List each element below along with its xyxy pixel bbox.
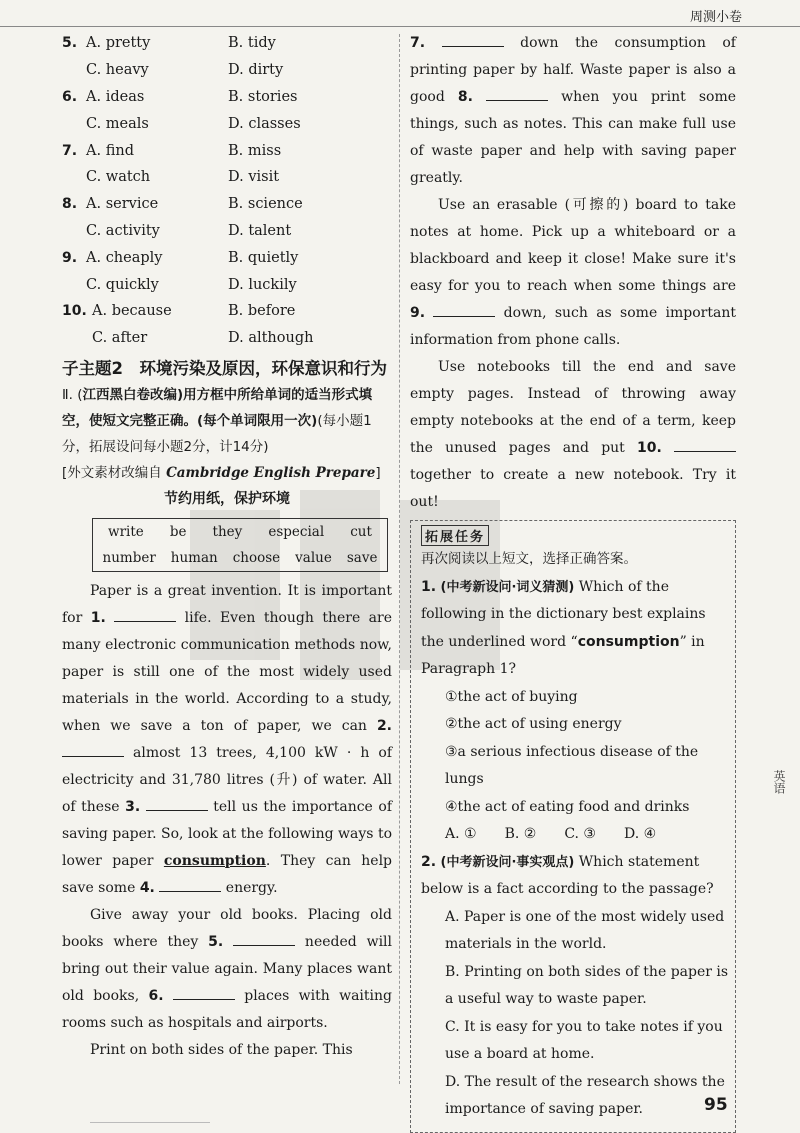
option-number: 7.: [62, 142, 78, 159]
paragraph-3-start: Print on both sides of the paper. This: [90, 1041, 353, 1058]
option-b: B. stories: [228, 88, 298, 105]
option-b: B. tidy: [228, 35, 276, 52]
option-group-8: [62, 191, 392, 245]
word: human: [170, 549, 218, 566]
option-d: D. luckily: [228, 276, 297, 293]
q1-option-b[interactable]: B. ②: [504, 826, 537, 842]
header-rule: [0, 26, 800, 27]
question-2: 2. (中考新设问·事实观点) Which statement below is a fact according to the passage?: [421, 853, 714, 897]
word: value: [295, 549, 332, 566]
option-c: C. after: [92, 330, 148, 347]
option-a: A. service: [86, 196, 159, 213]
option-number: 9.: [62, 249, 78, 266]
q2-choice-c[interactable]: C. It is easy for you to take notes if you use a board at home.: [445, 1018, 723, 1062]
option-number: 10.: [62, 303, 87, 320]
q1-choice[interactable]: ①the act of buying: [445, 688, 578, 705]
blank-1[interactable]: [114, 607, 176, 622]
question-1: 1. (中考新设问·词义猜测) Which of the following in the dictionary best explains the underlined word “consumption” in Paragraph 1?: [421, 578, 706, 677]
option-a: A. pretty: [86, 35, 151, 52]
word: number: [102, 549, 156, 566]
option-d: D. classes: [228, 115, 301, 132]
option-number: 8.: [62, 196, 78, 213]
option-b: B. miss: [228, 142, 282, 159]
section-title: 子主题2 环境污染及原因，环保意识和行为: [62, 358, 387, 378]
option-a: A. ideas: [86, 88, 145, 105]
page-number: 95: [704, 1095, 728, 1115]
blank-7[interactable]: [442, 32, 504, 47]
q1-choice[interactable]: ③a serious infectious disease of the lungs: [445, 743, 699, 787]
option-group-9: [62, 244, 392, 298]
option-number: 5.: [62, 35, 78, 52]
option-a: A. find: [86, 142, 134, 159]
q1-option-c[interactable]: C. ③: [564, 826, 596, 842]
blank-6[interactable]: [173, 985, 235, 1000]
option-group-10: [62, 298, 392, 352]
option-group-7: [62, 137, 392, 191]
side-tab: 英语: [772, 770, 786, 794]
option-c: C. activity: [86, 222, 160, 239]
q2-choice-b[interactable]: B. Printing on both sides of the paper is a useful way to waste paper.: [445, 963, 729, 1007]
q1-option-d[interactable]: D. ④: [623, 826, 657, 842]
paragraph-1: Paper is a great invention. It is important for 1. life. Even though there are many electronic communication methods now, paper is still one of the most widely used materials in the world. According to a study, when we save a ton of paper, we can 2. almost 13 trees, 4,100 kW · h of electricity and 31,780 litres (升) of water. All of these 3. tell us the importance of saving paper. So, look at the following ways to lower paper consumption. They can help save some 4. energy.: [62, 582, 393, 896]
instr-prefix: Ⅱ. (: [62, 386, 83, 403]
option-c: C. watch: [86, 169, 151, 186]
word-box: [92, 518, 388, 572]
q1-choice[interactable]: ②the act of using energy: [445, 716, 622, 732]
option-a: A. cheaply: [86, 249, 163, 266]
paragraph-5: Use notebooks till the end and save empty pages. Instead of throwing away empty notebooks at the end of a term, keep the unused pages and put 10. together to create a new notebook. Try it out!: [410, 359, 736, 510]
q1-choice[interactable]: ④the act of eating food and drinks: [445, 798, 690, 815]
underlined-word: consumption: [163, 852, 266, 869]
bottom-rule: [90, 1122, 210, 1123]
source-note: [外文素材改编自 Cambridge English Prepare]: [62, 464, 381, 481]
option-a: A. because: [92, 303, 172, 320]
q2-choice-a[interactable]: A. Paper is one of the most widely used materials in the world.: [445, 908, 725, 952]
option-d: D. visit: [228, 169, 280, 186]
blank-4[interactable]: [159, 877, 221, 892]
option-b: B. quietly: [228, 249, 299, 266]
left-column: [62, 30, 392, 1064]
blank-3[interactable]: [146, 796, 208, 811]
q1-answer-options: [421, 821, 729, 849]
option-group-5: [62, 30, 392, 84]
option-group-6: [62, 84, 392, 138]
option-d: D. although: [228, 330, 314, 347]
paragraph-4: Use an erasable (可擦的) board to take notes at home. Pick up a whiteboard or a blackboard and keep it close! Make sure it's easy for you to reach when some things are 9. down, such as some important information from phone calls.: [410, 197, 736, 348]
option-d: D. dirty: [228, 62, 284, 79]
option-b: B. before: [228, 303, 296, 320]
word: save: [346, 549, 378, 566]
blank-10[interactable]: [674, 437, 736, 452]
word: they: [212, 523, 243, 540]
option-d: D. talent: [228, 222, 292, 239]
instr-main: )用方框中所给单词的适当形式填空，使短文完整正确。(每个单词限用一次): [62, 386, 373, 429]
word: cut: [350, 523, 372, 540]
option-c: C. heavy: [86, 62, 149, 79]
task-intro: 再次阅读以上短文，选择正确答案。: [421, 551, 637, 567]
paragraph-3-cont: 7. down the consumption of printing paper by half. Waste paper is also a good 8. when you print some things, such as notes. This can make full use of waste paper and help with saving paper greatly.: [410, 30, 736, 192]
options-list: [62, 30, 392, 352]
word: write: [108, 523, 144, 540]
blank-8[interactable]: [486, 86, 548, 101]
option-b: B. science: [228, 196, 303, 213]
option-number: 6.: [62, 88, 78, 105]
option-c: C. meals: [86, 115, 149, 132]
blank-5[interactable]: [233, 931, 295, 946]
blank-2[interactable]: [62, 742, 124, 757]
word: be: [169, 523, 187, 540]
column-divider: [399, 34, 400, 1084]
q1-option-a[interactable]: A. ①: [445, 826, 477, 842]
task-label: 拓展任务: [421, 525, 489, 546]
header-title: 周测小卷: [689, 10, 742, 25]
q2-choice-d[interactable]: D. The result of the research shows the importance of saving paper.: [445, 1073, 725, 1117]
blank-9[interactable]: [433, 302, 495, 317]
source-title: Cambridge English Prepare: [166, 464, 376, 481]
word: choose: [232, 549, 281, 566]
option-c: C. quickly: [86, 276, 159, 293]
instructions: [62, 382, 392, 460]
passage-title: 节约用纸，保护环境: [164, 490, 290, 507]
instr-score: (每小题1分，拓展设问每小题2分，计14分): [62, 412, 372, 455]
paragraph-2: Give away your old books. Placing old books where they 5. needed will bring out their value again. Many places want old books, 6. places with waiting rooms such as hospitals and airports.: [62, 906, 392, 1031]
right-column: [410, 30, 736, 1133]
instr-source: 江西黑白卷改编: [82, 386, 177, 403]
extension-task-box: [410, 520, 736, 1133]
word: especial: [268, 523, 325, 540]
